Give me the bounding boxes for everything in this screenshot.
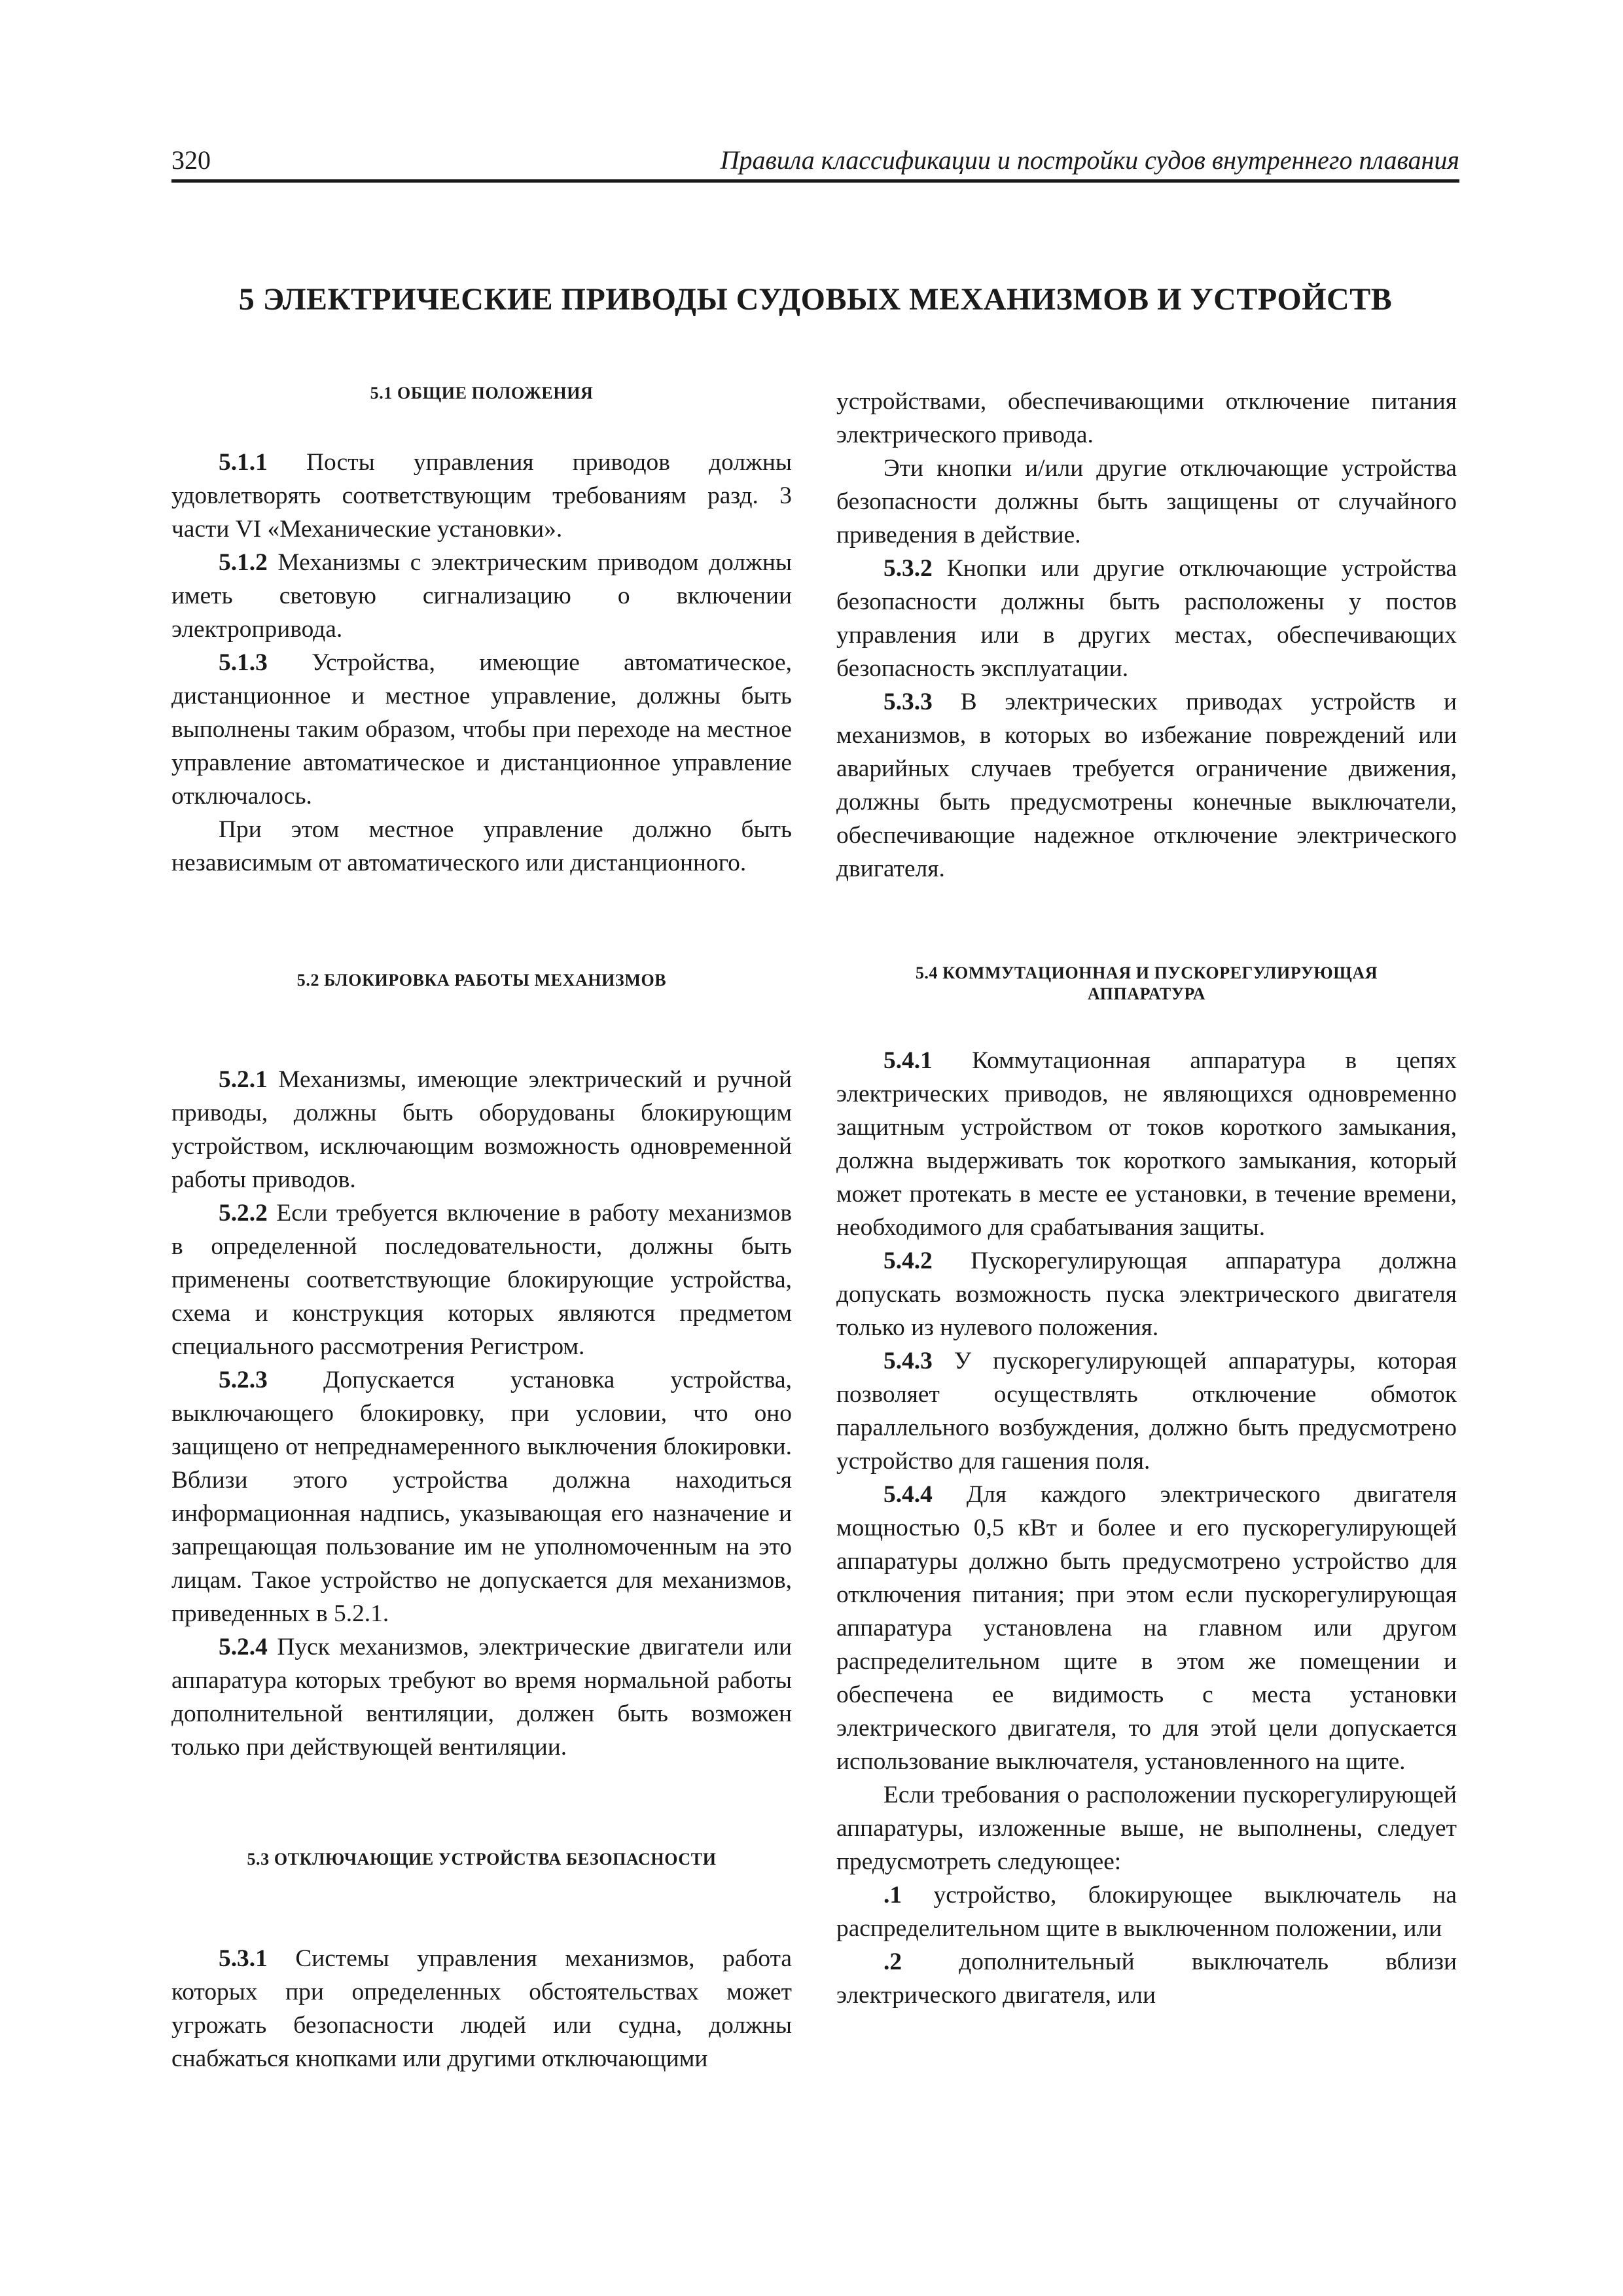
clause-number: 5.4.2 (883, 1247, 933, 1274)
paragraph-5-1-3-cont: При этом местное управление должно быть независимым от автоматического или дистанционного. (171, 816, 792, 876)
list-item-1 (836, 1878, 1457, 1945)
paragraph-text: Кнопки или другие отключающие устройства безопасности должны быть расположены у постов управления или в других местах, обеспечивающих безопасность эксплуатации. (836, 555, 1457, 682)
paragraph-text: Устройства, имеющие автоматическое, дистанционное и местное управление, должны быть выполнены таким образом, чтобы при переходе на местное управление автоматическое и дистанционное управление отключалось. (171, 649, 792, 810)
paragraph-5-3-2 (836, 552, 1457, 685)
clause-number: 5.3.3 (883, 689, 933, 715)
paragraph-5-2-1 (171, 1063, 792, 1196)
section-heading-line: 5.4 КОММУТАЦИОННАЯ И ПУСКОРЕГУЛИРУЮЩАЯ (915, 963, 1378, 982)
clause-number: 5.1.3 (219, 649, 268, 676)
clause-number: 5.3.1 (219, 1945, 268, 1972)
clause-number: 5.1.2 (219, 549, 268, 576)
list-item-2 (836, 1945, 1457, 2012)
paragraph-text: В электрических приводах устройств и механизмов, в которых во избежание повреждений или аварийных случаев требуется ограничение движения, должны быть предусмотрены конечные выключатели, обеспечивающие надежное отключение электрического двигателя. (836, 689, 1457, 882)
paragraph-text: Механизмы, имеющие электрический и ручной приводы, должны быть оборудованы блокирующим устройством, исключающим возможность одновременной работы приводов. (171, 1066, 792, 1193)
paragraph-5-1-1 (171, 446, 792, 546)
item-text: устройство, блокирующее выключатель на распределительном щите в выключенном положении, или (836, 1882, 1457, 1942)
section-heading-line: АППАРАТУРА (1087, 984, 1206, 1003)
paragraph-5-4-1 (836, 1044, 1457, 1244)
paragraph-text: Коммутационная аппаратура в цепях электрических приводов, не являющихся одновременно защитным устройством от токов короткого замыкания, должна выдерживать ток короткого замыкания, который может протекать в месте ее установки, в течение времени, необходимого для срабатывания защиты. (836, 1047, 1457, 1241)
paragraph-5-2-2 (171, 1196, 792, 1363)
paragraph-text: Допускается установка устройства, выключающего блокировку, при условии, что оно защищено от непреднамеренного выключения блокировки. Вблизи этого устройства должна находиться информационная надпись, указывающая его назначение и запрещающая пользование им не уполномоченным на это лицам. Такое устройство не допускается для механизмов, приведенных в 5.2.1. (171, 1367, 792, 1627)
paragraph-text: Посты управления приводов должны удовлетворять соответствующим требованиям разд. 3 части VI «Механические установки». (171, 449, 792, 543)
section-heading-5-1: 5.1 ОБЩИЕ ПОЛОЖЕНИЯ (370, 384, 594, 403)
item-number: .2 (883, 1948, 902, 1975)
running-header (171, 144, 1459, 183)
paragraph-5-4-4 (836, 1478, 1457, 1778)
paragraph-5-1-3 (171, 646, 792, 813)
paragraph-text: Пускорегулирующая аппаратура должна допускать возможность пуска электрического двигателя только из нулевого положения. (836, 1247, 1457, 1341)
clause-number: 5.4.1 (883, 1047, 933, 1074)
right-column (836, 385, 1457, 2012)
paragraph-text: У пускорегулирующей аппаратуры, которая позволяет осуществлять отключение обмоток параллельного возбуждения, должно быть предусмотрено устройство для гашения поля. (836, 1348, 1457, 1475)
paragraph-5-3-1-continued: устройствами, обеспечивающими отключение питания электрического привода. (836, 388, 1457, 448)
clause-number: 5.2.2 (219, 1200, 268, 1227)
paragraph-5-2-4 (171, 1630, 792, 1764)
item-text: дополнительный выключатель вблизи электрического двигателя, или (836, 1948, 1457, 2009)
paragraph-5-3-3 (836, 685, 1457, 886)
clause-number: 5.2.4 (219, 1634, 268, 1660)
clause-number: 5.3.2 (883, 555, 933, 582)
paragraph-5-1-2 (171, 546, 792, 646)
paragraph-text: Механизмы с электрическим приводом должны иметь световую сигнализацию о включении электропривода. (171, 549, 792, 643)
page-number: 320 (171, 145, 211, 175)
left-column (171, 383, 792, 2075)
paragraph-5-3-1-cont: Эти кнопки и/или другие отключающие устройства безопасности должны быть защищены от случайного приведения в действие. (836, 455, 1457, 548)
section-heading-5-2: 5.2 БЛОКИРОВКА РАБОТЫ МЕХАНИЗМОВ (296, 971, 667, 990)
clause-number: 5.2.3 (219, 1367, 268, 1393)
paragraph-text: Для каждого электрического двигателя мощностью 0,5 кВт и более и его пускорегулирующей аппаратуры должно быть предусмотрено устройство для отключения питания; при этом если пускорегулирующая аппаратура установлена на главном или другом распределительном щите в этом же помещении и обеспечена ее видимость с места установки электрического двигателя, то для этой цели допускается использование выключателя, установленного на щите. (836, 1481, 1457, 1775)
clause-number: 5.4.3 (883, 1348, 933, 1374)
chapter-title: 5 ЭЛЕКТРИЧЕСКИЕ ПРИВОДЫ СУДОВЫХ МЕХАНИЗМОВ И УСТРОЙСТВ (238, 282, 1393, 317)
paragraph-text: Системы управления механизмов, работа которых при определенных обстоятельствах может угрожать безопасности людей или судна, должны снабжаться кнопками или другими отключающими (171, 1945, 792, 2072)
item-number: .1 (883, 1882, 902, 1909)
section-heading-5-3: 5.3 ОТКЛЮЧАЮЩИЕ УСТРОЙСТВА БЕЗОПАСНОСТИ (247, 1850, 717, 1869)
clause-number: 5.2.1 (219, 1066, 268, 1093)
paragraph-text: Если требуется включение в работу механизмов в определенной последовательности, должны быть применены соответствующие блокирующие устройства, схема и конструкция которых являются предметом специального рассмотрения Регистром. (171, 1200, 792, 1360)
paragraph-5-4-3 (836, 1344, 1457, 1478)
paragraph-5-4-2 (836, 1244, 1457, 1344)
clause-number: 5.1.1 (219, 449, 268, 476)
paragraph-text: Пуск механизмов, электрические двигатели или аппаратура которых требуют во время нормальной работы дополнительной вентиляции, должен быть возможен только при действующей вентиляции. (171, 1634, 793, 1761)
section-heading-5-4 (836, 963, 1457, 1005)
clause-number: 5.4.4 (883, 1481, 933, 1508)
paragraph-5-3-1 (171, 1942, 792, 2075)
paragraph-5-2-3 (171, 1363, 792, 1630)
paragraph-5-4-4-cont: Если требования о расположении пускорегулирующей аппаратуры, изложенные выше, не выполнены, следует предусмотреть следующее: (836, 1782, 1457, 1875)
running-title: Правила классификации и постройки судов внутреннего плавания (720, 145, 1459, 175)
